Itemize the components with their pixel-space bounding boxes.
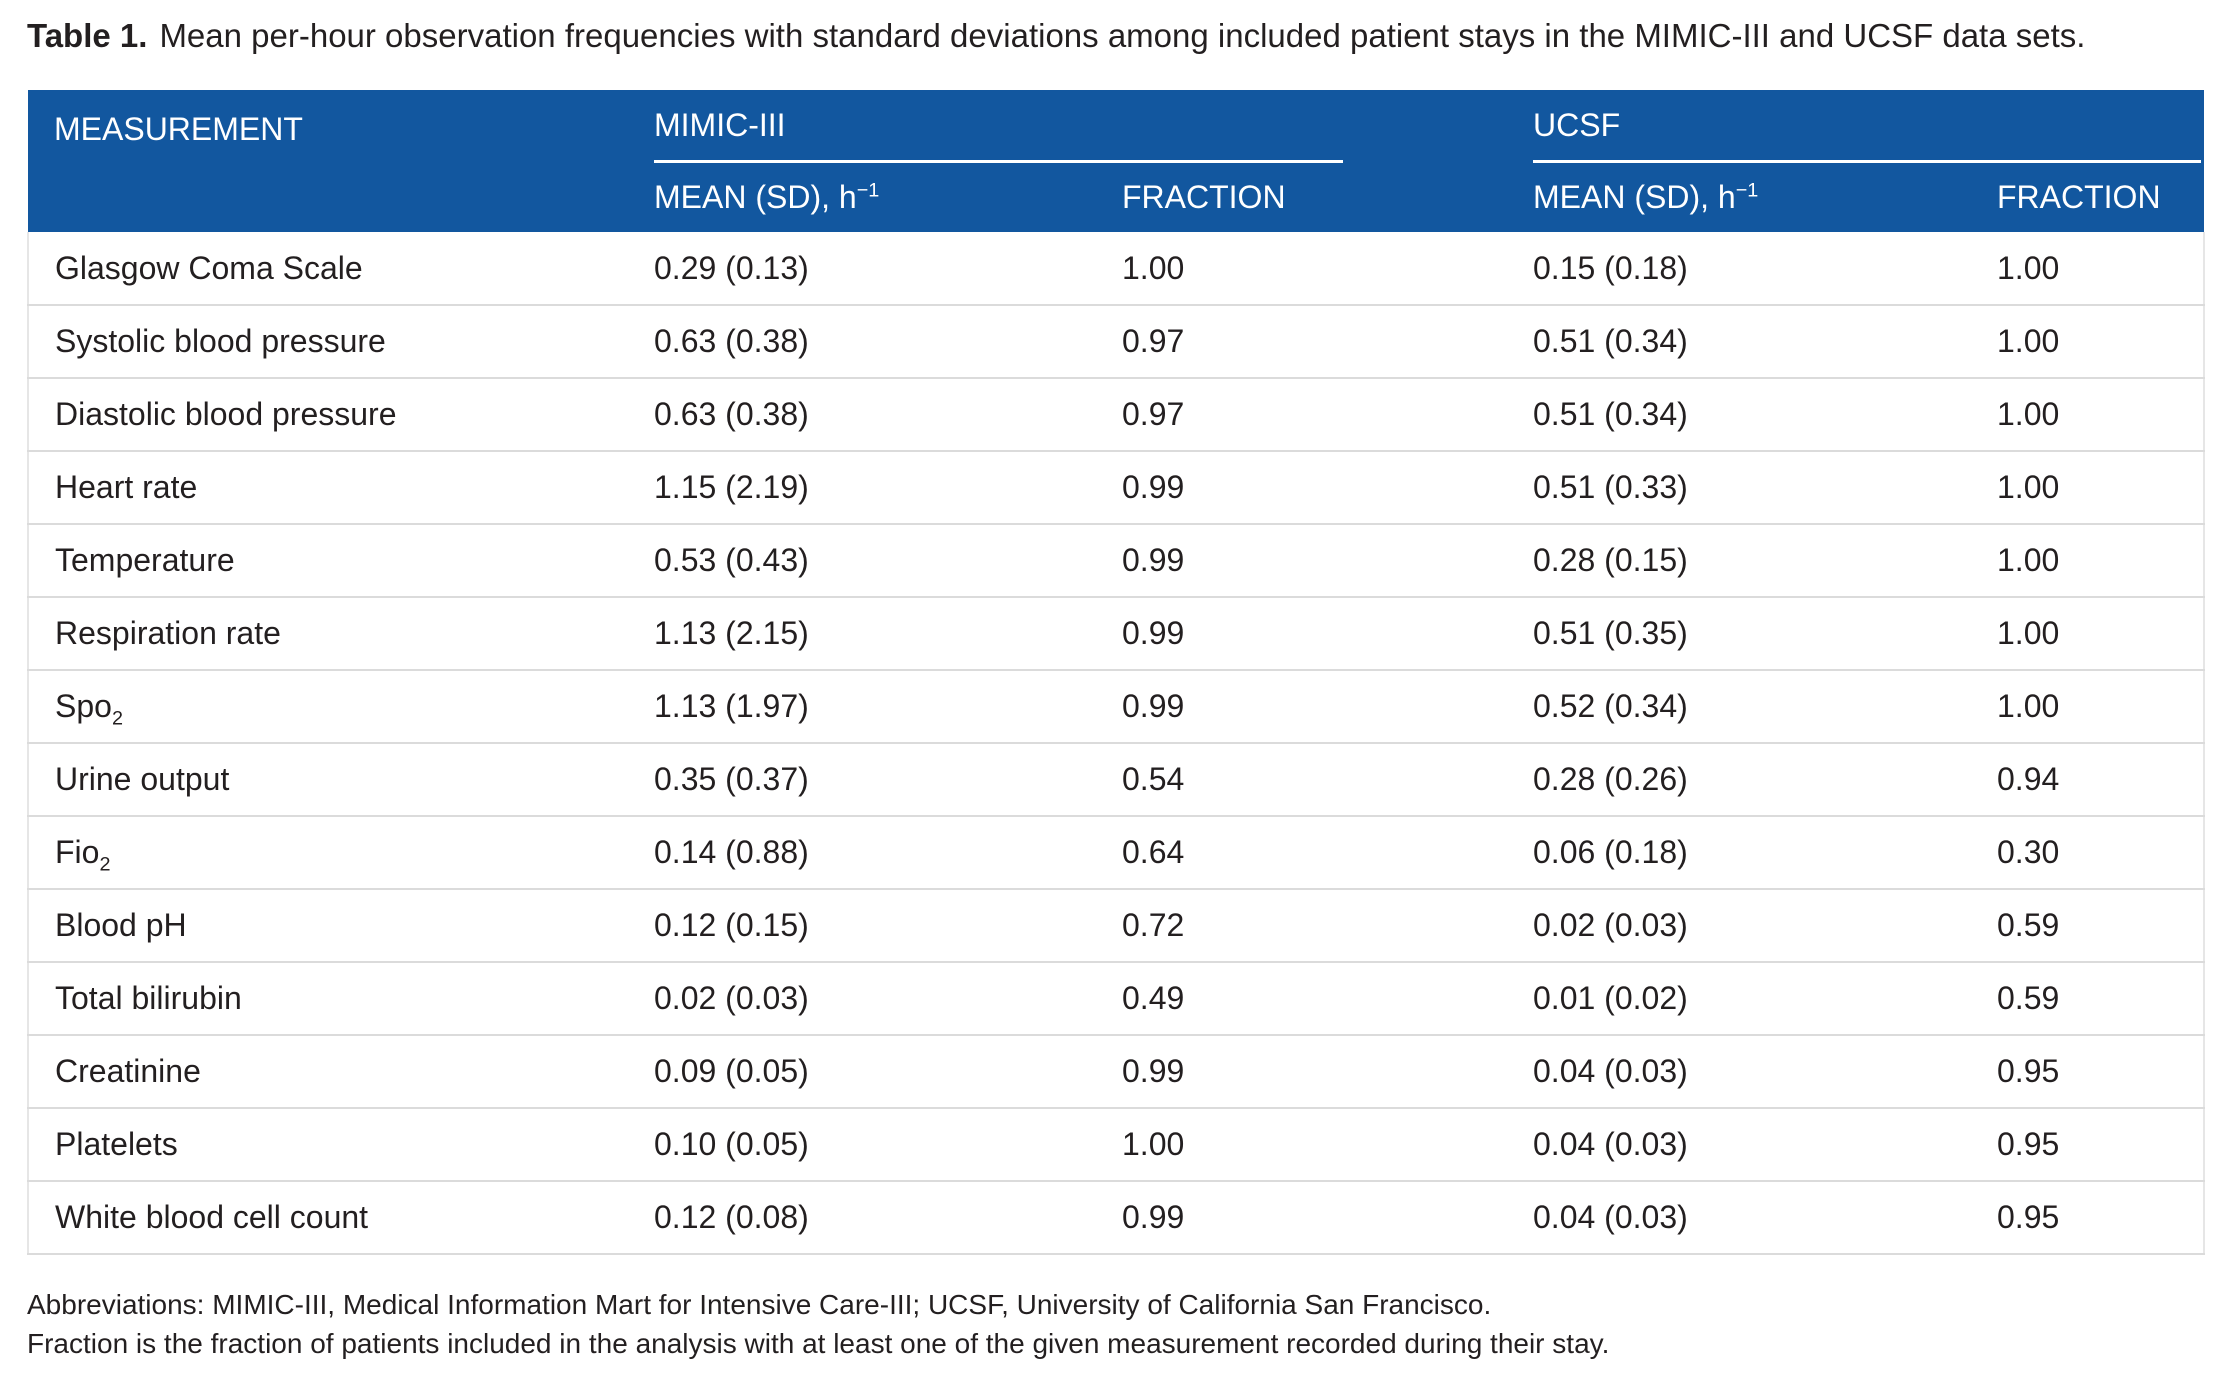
measurement-label xyxy=(28,962,654,1035)
table-row xyxy=(28,1035,2204,1108)
mimic-fraction-value: 0.99 xyxy=(1122,1181,1533,1254)
ucsf-fraction-value: 1.00 xyxy=(1997,305,2204,378)
ucsf-mean-value: 0.52 (0.34) xyxy=(1533,670,1997,743)
mimic-fraction-value: 0.99 xyxy=(1122,451,1533,524)
measurement-subscript: 2 xyxy=(111,707,123,730)
observation-frequency-table xyxy=(27,90,2205,1255)
mimic-fraction-value: 0.72 xyxy=(1122,889,1533,962)
ucsf-mean-value: 0.02 (0.03) xyxy=(1533,889,1997,962)
ucsf-mean-value: 0.51 (0.33) xyxy=(1533,451,1997,524)
ucsf-fraction-value: 1.00 xyxy=(1997,670,2204,743)
ucsf-mean-value: 0.01 (0.02) xyxy=(1533,962,1997,1035)
col-header-mimic-fraction: FRACTION xyxy=(1122,163,1533,232)
ucsf-fraction-value: 0.95 xyxy=(1997,1181,2204,1254)
mimic-mean-value: 0.10 (0.05) xyxy=(654,1108,1122,1181)
mimic-fraction-value: 0.99 xyxy=(1122,597,1533,670)
measurement-label xyxy=(28,1108,654,1181)
table-caption xyxy=(27,16,2203,56)
measurement-label xyxy=(28,889,654,962)
ucsf-mean-value: 0.15 (0.18) xyxy=(1533,232,1997,305)
ucsf-fraction-value: 0.95 xyxy=(1997,1108,2204,1181)
ucsf-mean-value: 0.51 (0.34) xyxy=(1533,378,1997,451)
measurement-label xyxy=(28,670,654,743)
mimic-mean-value: 0.02 (0.03) xyxy=(654,962,1122,1035)
mimic-mean-value: 0.29 (0.13) xyxy=(654,232,1122,305)
measurement-text: Temperature xyxy=(55,542,235,578)
mimic-mean-value: 0.12 (0.08) xyxy=(654,1181,1122,1254)
table-caption-number: Table 1. xyxy=(27,17,148,54)
measurement-label xyxy=(28,524,654,597)
col-header-ucsf-mean xyxy=(1533,163,1997,232)
measurement-text: Systolic blood pressure xyxy=(55,323,386,359)
col-header-ucsf-fraction: FRACTION xyxy=(1997,163,2204,232)
mimic-fraction-value: 1.00 xyxy=(1122,1108,1533,1181)
measurement-label xyxy=(28,305,654,378)
measurement-text: Diastolic blood pressure xyxy=(55,396,397,432)
table-row xyxy=(28,232,2204,305)
ucsf-fraction-value: 1.00 xyxy=(1997,378,2204,451)
measurement-label xyxy=(28,743,654,816)
measurement-text: Respiration rate xyxy=(55,615,281,651)
fraction-definition-note: Fraction is the fraction of patients included in the analysis with at least one of the given measurement recorded during their stay. xyxy=(27,1328,1610,1359)
mimic-fraction-value: 0.97 xyxy=(1122,305,1533,378)
ucsf-mean-value: 0.28 (0.15) xyxy=(1533,524,1997,597)
table-footnotes xyxy=(27,1285,2203,1363)
mimic-mean-value: 0.09 (0.05) xyxy=(654,1035,1122,1108)
measurement-text: Blood pH xyxy=(55,907,187,943)
col-group-mimic-label: MIMIC-III xyxy=(654,90,1343,163)
mimic-mean-value: 0.14 (0.88) xyxy=(654,816,1122,889)
table-header xyxy=(28,90,2204,232)
ucsf-mean-value: 0.28 (0.26) xyxy=(1533,743,1997,816)
mimic-fraction-value: 0.99 xyxy=(1122,524,1533,597)
mimic-fraction-value: 0.99 xyxy=(1122,1035,1533,1108)
ucsf-fraction-value: 1.00 xyxy=(1997,232,2204,305)
ucsf-fraction-value: 0.59 xyxy=(1997,962,2204,1035)
table-row xyxy=(28,378,2204,451)
ucsf-mean-value: 0.06 (0.18) xyxy=(1533,816,1997,889)
ucsf-fraction-value: 0.30 xyxy=(1997,816,2204,889)
measurement-text: Fio xyxy=(55,834,100,870)
ucsf-fraction-value: 1.00 xyxy=(1997,597,2204,670)
col-header-mimic-mean xyxy=(654,163,1122,232)
table-caption-text: Mean per-hour observation frequencies with standard deviations among included patient stays in the MIMIC-III and UCSF data sets. xyxy=(159,17,2086,54)
mimic-fraction-value: 0.97 xyxy=(1122,378,1533,451)
mimic-mean-value: 1.13 (1.97) xyxy=(654,670,1122,743)
mimic-fraction-value: 1.00 xyxy=(1122,232,1533,305)
ucsf-mean-value: 0.04 (0.03) xyxy=(1533,1035,1997,1108)
table-row xyxy=(28,451,2204,524)
mimic-mean-value: 1.15 (2.19) xyxy=(654,451,1122,524)
measurement-label xyxy=(28,378,654,451)
col-group-ucsf-label: UCSF xyxy=(1533,90,2201,163)
table-row xyxy=(28,670,2204,743)
mimic-mean-value: 0.35 (0.37) xyxy=(654,743,1122,816)
mimic-fraction-value: 0.99 xyxy=(1122,670,1533,743)
abbreviations-note: Abbreviations: MIMIC-III, Medical Information Mart for Intensive Care-III; UCSF, University of California San Francisco. xyxy=(27,1289,1492,1320)
ucsf-mean-exponent: −1 xyxy=(1735,179,1759,202)
table-row xyxy=(28,816,2204,889)
col-header-measurement: MEASUREMENT xyxy=(28,90,654,232)
mimic-mean-value: 1.13 (2.15) xyxy=(654,597,1122,670)
mimic-fraction-value: 0.64 xyxy=(1122,816,1533,889)
ucsf-mean-value: 0.51 (0.34) xyxy=(1533,305,1997,378)
table-row xyxy=(28,743,2204,816)
mimic-mean-value: 0.63 (0.38) xyxy=(654,305,1122,378)
measurement-text: Urine output xyxy=(55,761,230,797)
table-row xyxy=(28,962,2204,1035)
mimic-mean-value: 0.53 (0.43) xyxy=(654,524,1122,597)
measurement-text: Glasgow Coma Scale xyxy=(55,249,363,286)
measurement-label xyxy=(28,232,654,305)
measurement-text: White blood cell count xyxy=(55,1199,369,1235)
mimic-mean-value: 0.63 (0.38) xyxy=(654,378,1122,451)
measurement-text: Creatinine xyxy=(55,1053,201,1089)
measurement-text: Total bilirubin xyxy=(55,980,242,1016)
ucsf-mean-value: 0.04 (0.03) xyxy=(1533,1108,1997,1181)
measurement-label xyxy=(28,597,654,670)
table-row xyxy=(28,524,2204,597)
ucsf-fraction-value: 0.94 xyxy=(1997,743,2204,816)
col-group-ucsf xyxy=(1533,90,2204,163)
table-body xyxy=(28,232,2204,1254)
ucsf-mean-value: 0.04 (0.03) xyxy=(1533,1181,1997,1254)
measurement-label xyxy=(28,1181,654,1254)
measurement-label xyxy=(28,816,654,889)
table-row xyxy=(28,597,2204,670)
measurement-subscript: 2 xyxy=(99,853,111,876)
mimic-mean-value: 0.12 (0.15) xyxy=(654,889,1122,962)
measurement-text: Spo xyxy=(55,688,112,724)
mimic-fraction-value: 0.49 xyxy=(1122,962,1533,1035)
ucsf-fraction-value: 1.00 xyxy=(1997,524,2204,597)
header-group-row xyxy=(28,90,2204,163)
ucsf-fraction-value: 0.95 xyxy=(1997,1035,2204,1108)
table-row xyxy=(28,1108,2204,1181)
col-group-mimic xyxy=(654,90,1533,163)
mimic-mean-exponent: −1 xyxy=(856,179,880,202)
ucsf-fraction-value: 1.00 xyxy=(1997,451,2204,524)
ucsf-fraction-value: 0.59 xyxy=(1997,889,2204,962)
measurement-label xyxy=(28,451,654,524)
measurement-label xyxy=(28,1035,654,1108)
table-row xyxy=(28,305,2204,378)
ucsf-mean-header-text: MEAN (SD), h xyxy=(1533,179,1736,215)
table-row xyxy=(28,1181,2204,1254)
mimic-fraction-value: 0.54 xyxy=(1122,743,1533,816)
ucsf-mean-value: 0.51 (0.35) xyxy=(1533,597,1997,670)
mimic-mean-header-text: MEAN (SD), h xyxy=(654,179,857,215)
table-row xyxy=(28,889,2204,962)
measurement-text: Platelets xyxy=(55,1126,178,1162)
measurement-text: Heart rate xyxy=(55,469,198,505)
